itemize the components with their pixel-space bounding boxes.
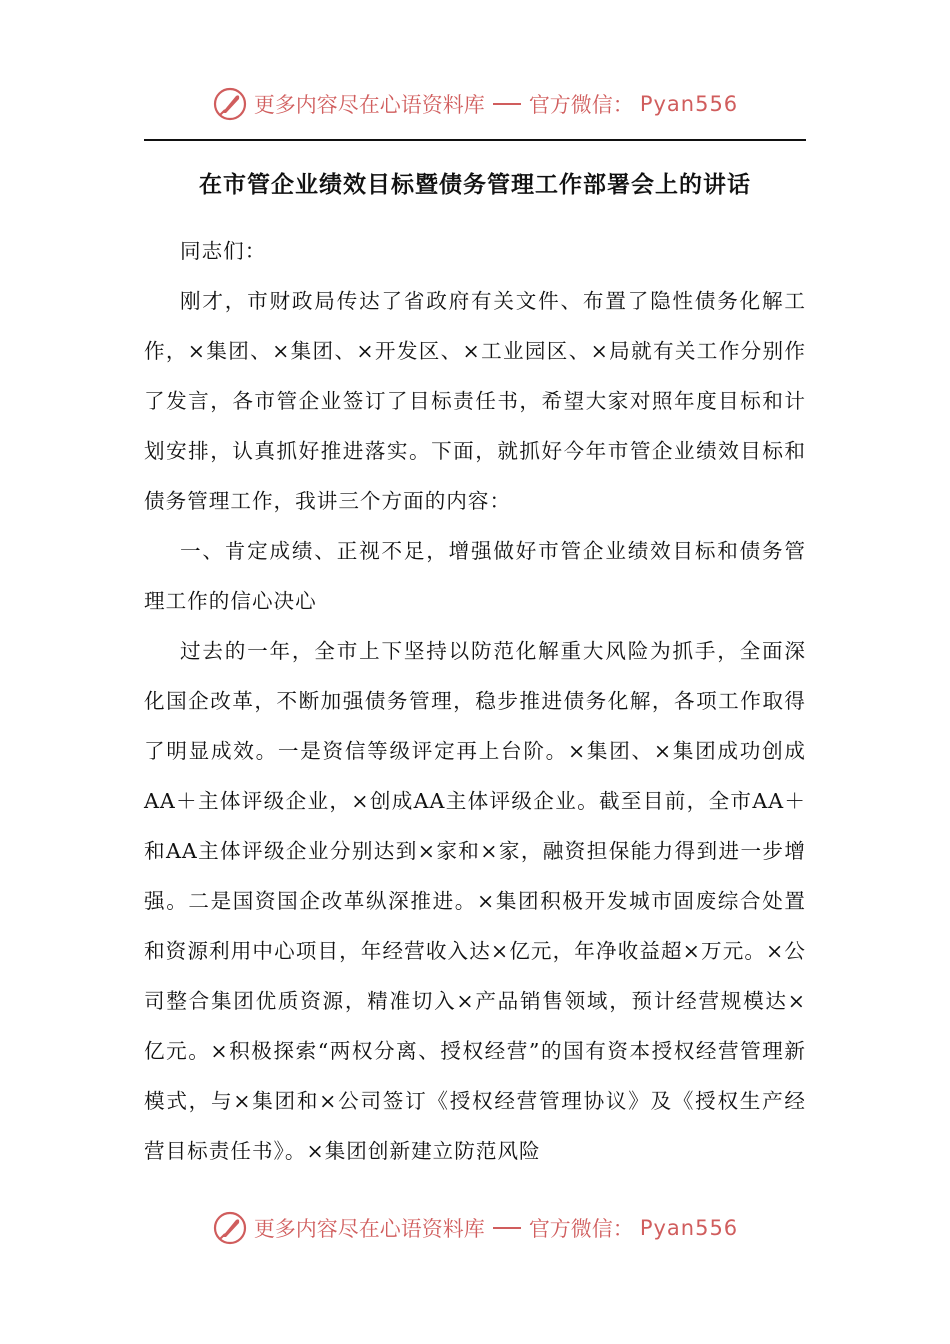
header-rule (144, 139, 806, 141)
document-body (144, 226, 806, 1176)
watermark-wechat-id: Pyan556 (639, 1216, 739, 1240)
document-title: 在市管企业绩效目标暨债务管理工作部署会上的讲话 (199, 172, 751, 198)
watermark-banner-bottom (0, 1208, 950, 1248)
paragraph: 过去的一年，全市上下坚持以防范化解重大风险为抓手，全面深化国企改革，不断加强债务管理，稳步推进债务化解，各项工作取得了明显成效。一是资信等级评定再上台阶。×集团、×集团成功创成AA＋主体评级企业，×创成AA主体评级企业。截至目前，全市AA＋和AA主体评级企业分别达到×家和×家，融资担保能力得到进一步增强。二是国资国企改革纵深推进。×集团积极开发城市固废综合处置和资源利用中心项目，年经营收入达×亿元，年净收益超×万元。×公司整合集团优质资源，精准切入×产品销售领域，预计经营规模达×亿元。×积极探索“两权分离、授权经营”的国有资本授权经营管理新模式，与×集团和×公司签订《授权经营管理协议》及《授权生产经营目标责任书》。×集团创新建立防范风险 (144, 639, 806, 1163)
watermark-wechat-id: Pyan556 (639, 92, 739, 116)
quill-logo-icon (212, 1210, 248, 1246)
watermark-banner-top (0, 84, 950, 124)
watermark-brand: 更多内容尽在心语资料库 (253, 93, 485, 117)
section-heading: 一、肯定成绩、正视不足，增强做好市管企业绩效目标和债务管理工作的信心决心 (144, 539, 806, 613)
salutation: 同志们： (180, 239, 267, 263)
watermark-wechat-label: 官方微信： (528, 1217, 634, 1241)
watermark-separator (493, 103, 521, 105)
watermark-brand: 更多内容尽在心语资料库 (253, 1217, 485, 1241)
watermark-wechat-label: 官方微信： (528, 93, 634, 117)
paragraph: 刚才，市财政局传达了省政府有关文件、布置了隐性债务化解工作，×集团、×集团、×开发区、×工业园区、×局就有关工作分别作了发言，各市管企业签订了目标责任书，希望大家对照年度目标和计划安排，认真抓好推进落实。下面，就抓好今年市管企业绩效目标和债务管理工作，我讲三个方面的内容： (144, 289, 806, 513)
quill-logo-icon (212, 86, 248, 122)
watermark-separator (493, 1227, 521, 1229)
